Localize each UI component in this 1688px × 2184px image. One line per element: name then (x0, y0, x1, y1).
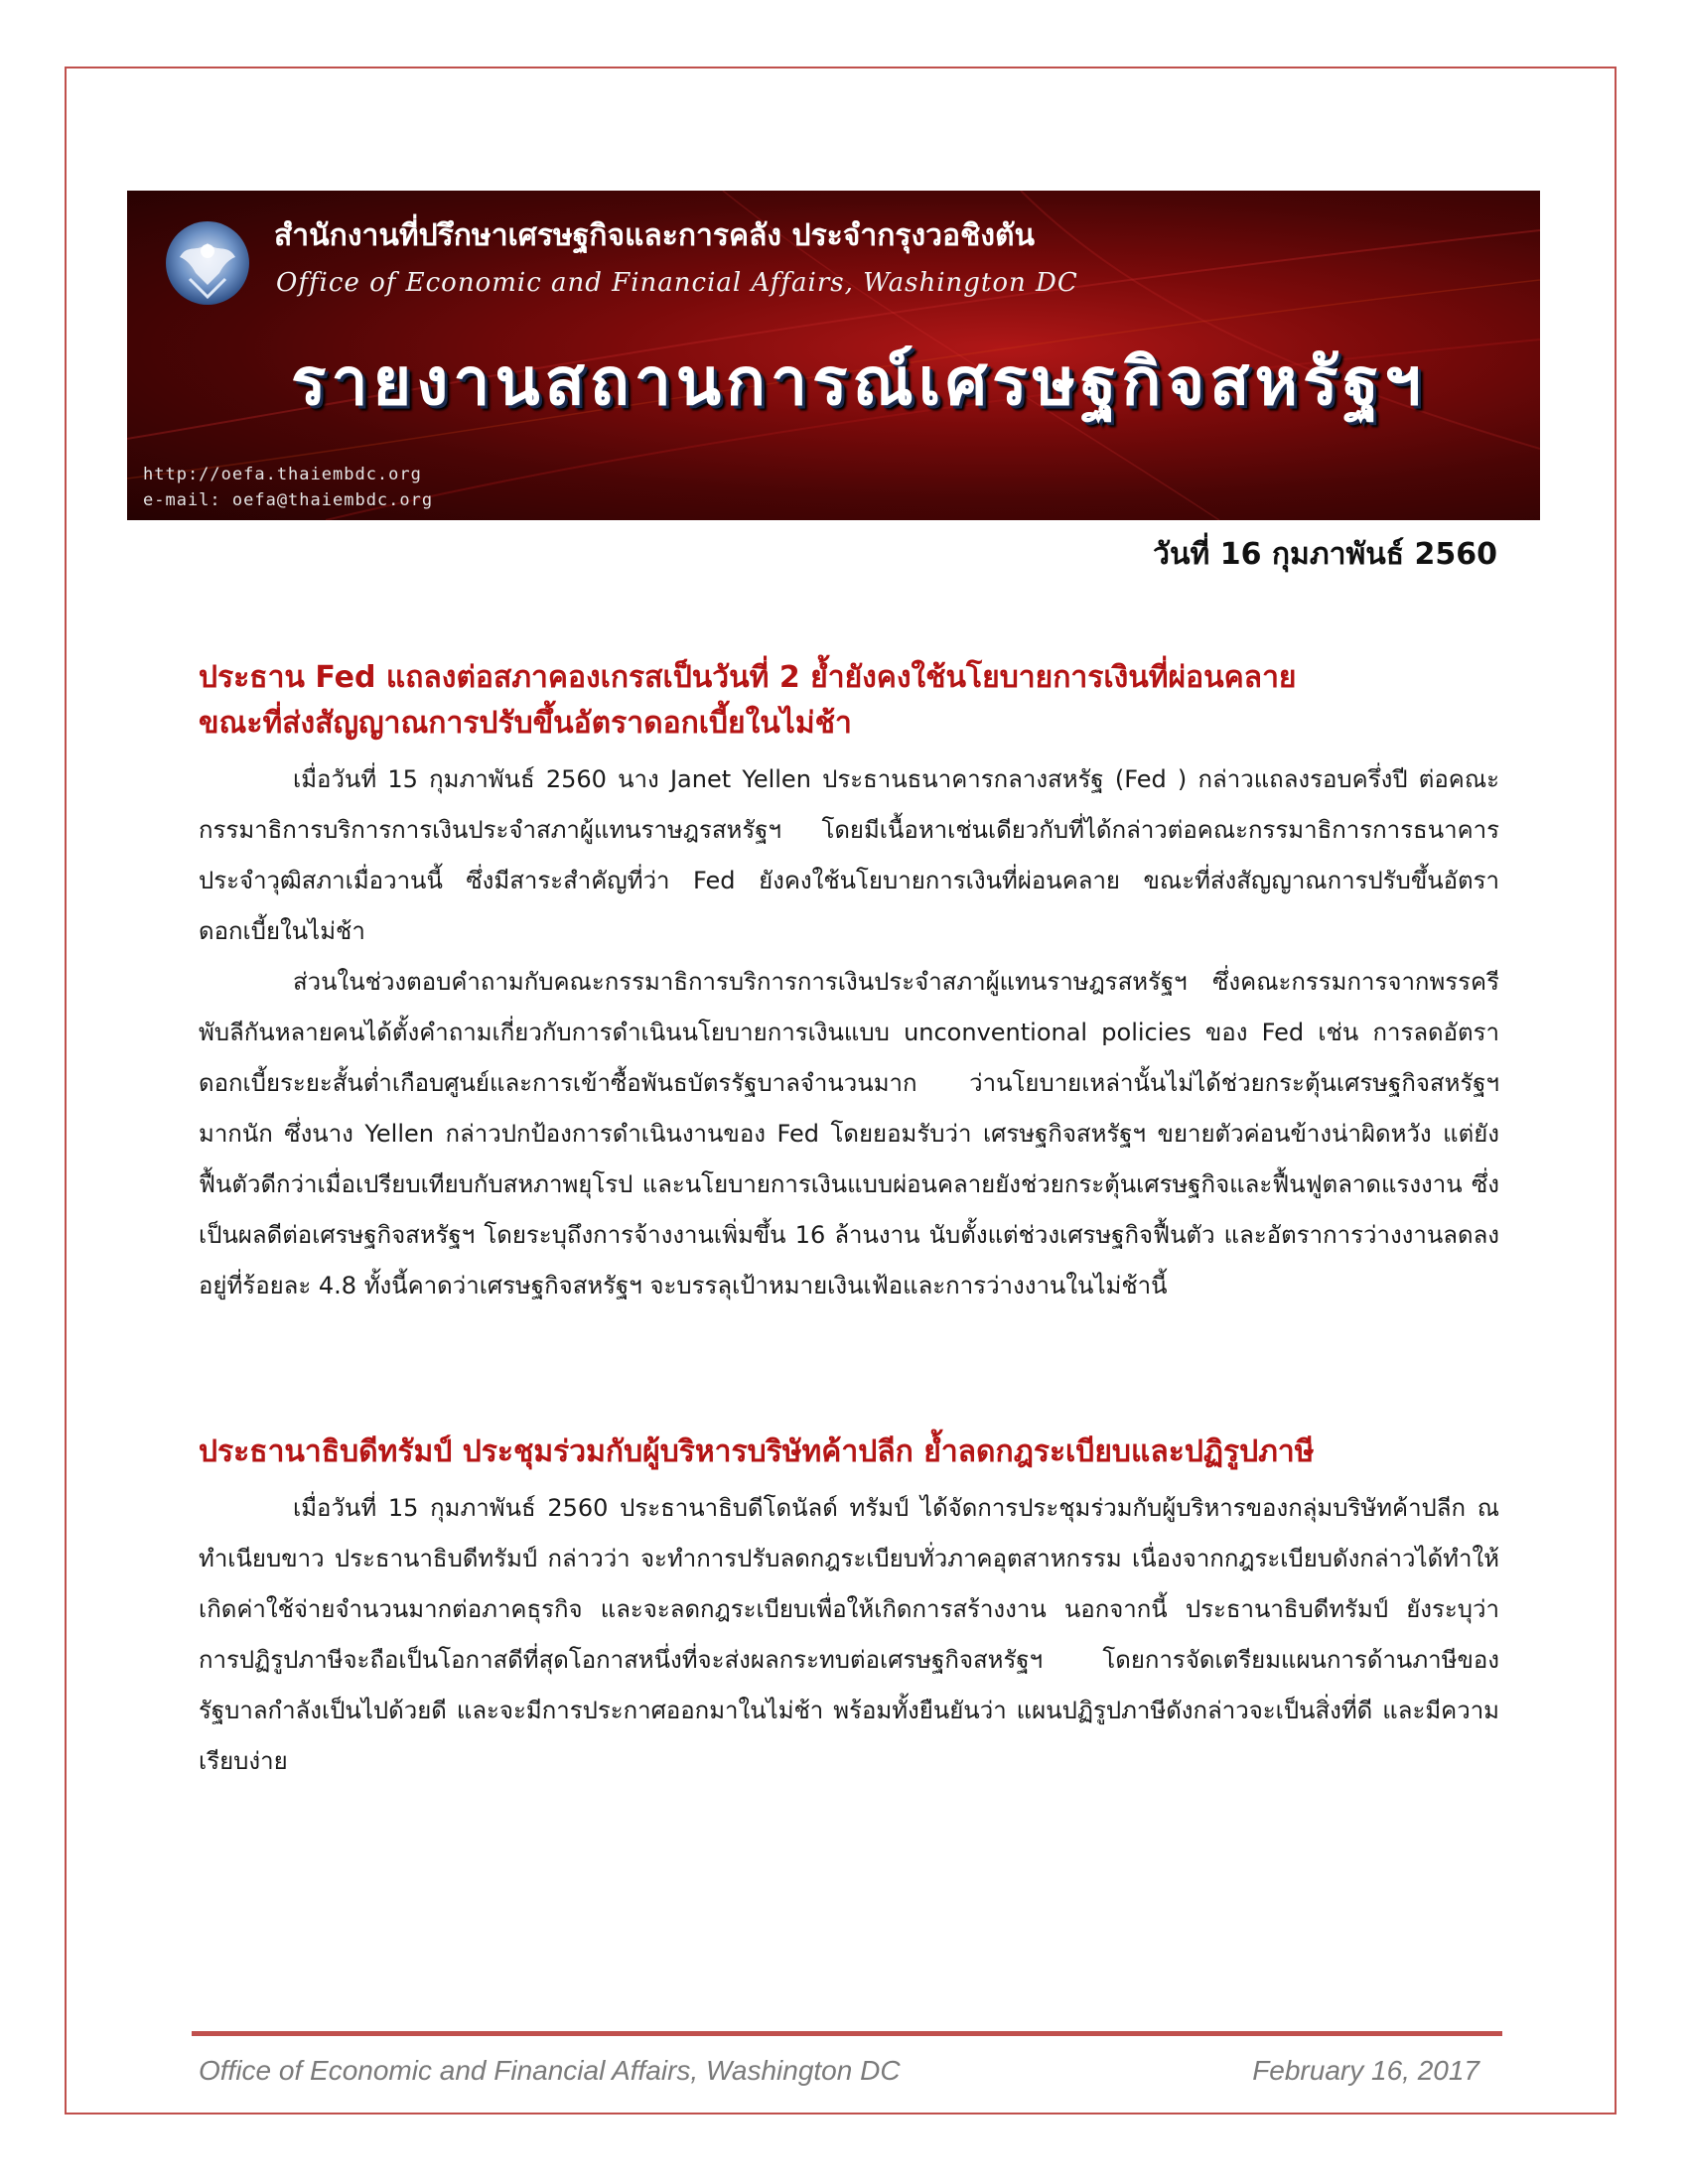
footer-date: February 16, 2017 (1252, 2055, 1479, 2086)
report-banner (127, 191, 1540, 520)
headline-line-1: ประธานาธิบดีทรัมป์ ประชุมร่วมกับผู้บริหารบริษัทค้าปลีก ย้ำลดกฎระเบียบและปฏิรูปภาษี (199, 1434, 1315, 1469)
article-paragraph: ส่วนในช่วงตอบคำถามกับคณะกรรมาธิการบริการการเงินประจำสภาผู้แทนราษฎรสหรัฐฯ ซึ่งคณะกรรมการจากพรรครีพับลีกันหลายคนได้ตั้งคำถามเกี่ยวกับการดำเนินนโยบายการเงินแบบ unconventional policies ของ Fed เช่น การลดอัตราดอกเบี้ยระยะสั้นต่ำเกือบศูนย์และการเข้าซื้อพันธบัตรรัฐบาลจำนวนมาก ว่านโยบายเหล่านั้นไม่ได้ช่วยกระตุ้นเศรษฐกิจสหรัฐฯ มากนัก ซึ่งนาง Yellen กล่าวปกป้องการดำเนินงานของ Fed โดยยอมรับว่า เศรษฐกิจสหรัฐฯ ขยายตัวค่อนข้างน่าผิดหวัง แต่ยังฟื้นตัวดีกว่าเมื่อเปรียบเทียบกับสหภาพยุโรป และนโยบายการเงินแบบผ่อนคลายยังช่วยกระตุ้นเศรษฐกิจและฟื้นฟูตลาดแรงงาน ซึ่งเป็นผลดีต่อเศรษฐกิจสหรัฐฯ โดยระบุถึงการจ้างงานเพิ่มขึ้น 16 ล้านงาน นับตั้งแต่ช่วงเศรษฐกิจฟื้นตัว และอัตราการว่างงานลดลงอยู่ที่ร้อยละ 4.8 ทั้งนี้คาดว่าเศรษฐกิจสหรัฐฯ จะบรรลุเป้าหมายเงินเฟ้อและการว่างงานในไม่ช้านี้ (199, 968, 1500, 1299)
article-paragraph: เมื่อวันที่ 15 กุมภาพันธ์ 2560 ประธานาธิบดีโดนัลด์ ทรัมป์ ได้จัดการประชุมร่วมกับผู้บริหารของกลุ่มบริษัทค้าปลีก ณ ทำเนียบขาว ประธานาธิบดีทรัมป์ กล่าวว่า จะทำการปรับลดกฎระเบียบทั่วภาคอุตสาหกรรม เนื่องจากกฎระเบียบดังกล่าวได้ทำให้เกิดค่าใช้จ่ายจำนวนมากต่อภาคธุรกิจ และจะลดกฎระเบียบเพื่อให้เกิดการสร้างงาน นอกจากนี้ ประธานาธิบดีทรัมป์ ยังระบุว่า การปฏิรูปภาษีจะถือเป็นโอกาสดีที่สุดโอกาสหนึ่งที่จะส่งผลกระทบต่อเศรษฐกิจสหรัฐฯ โดยการจัดเตรียมแผนการด้านภาษีของรัฐบาลกำลังเป็นไปด้วยดี และจะมีการประกาศออกมาในไม่ช้า พร้อมทั้งยืนยันว่า แผนปฏิรูปภาษีดังกล่าวจะเป็นสิ่งที่ดี และมีความเรียบง่าย (199, 1494, 1499, 1775)
article-paragraph: เมื่อวันที่ 15 กุมภาพันธ์ 2560 นาง Janet Yellen ประธานธนาคารกลางสหรัฐ (Fed ) กล่าวแถลงรอบครึ่งปี ต่อคณะกรรมาธิการบริการการเงินประจำสภาผู้แทนราษฎรสหรัฐฯ โดยมีเนื้อหาเช่นเดียวกับที่ได้กล่าวต่อคณะกรรมาธิการการธนาคารประจำวุฒิสภาเมื่อวานนี้ ซึ่งมีสาระสำคัญที่ว่า Fed ยังคงใช้นโยบายการเงินที่ผ่อนคลาย ขณะที่ส่งสัญญาณการปรับขึ้นอัตราดอกเบี้ยในไม่ช้า (199, 765, 1499, 945)
contact-email[interactable]: e-mail: oefa@thaiembdc.org (143, 490, 434, 510)
footer-divider (192, 2031, 1502, 2036)
article-headline (199, 1430, 1499, 1475)
article-fed-testimony (199, 655, 1499, 1311)
garuda-emblem-icon (160, 213, 255, 309)
report-date: วันที่ 16 กุมภาพันธ์ 2560 (1153, 537, 1497, 572)
website-url[interactable]: http://oefa.thaiembdc.org (143, 465, 422, 484)
report-title: รายงานสถานการณ์เศรษฐกิจสหรัฐฯ (291, 343, 1426, 420)
article-headline (199, 655, 1499, 747)
headline-line-1: ประธาน Fed แถลงต่อสภาคองเกรสเป็นวันที่ 2 ย้ำยังคงใช้นโยบายการเงินที่ผ่อนคลาย (199, 660, 1297, 695)
article-trump-retail-meeting (199, 1430, 1499, 1787)
footer-office-name: Office of Economic and Financial Affairs, Washington DC (199, 2055, 901, 2086)
office-name-english: Office of Economic and Financial Affairs, Washington DC (276, 268, 1078, 298)
headline-line-2: ขณะที่ส่งสัญญาณการปรับขึ้นอัตราดอกเบี้ยในไม่ช้า (199, 706, 852, 741)
office-name-thai: สำนักงานที่ปรึกษาเศรษฐกิจและการคลัง ประจำกรุงวอชิงตัน (274, 218, 1036, 253)
